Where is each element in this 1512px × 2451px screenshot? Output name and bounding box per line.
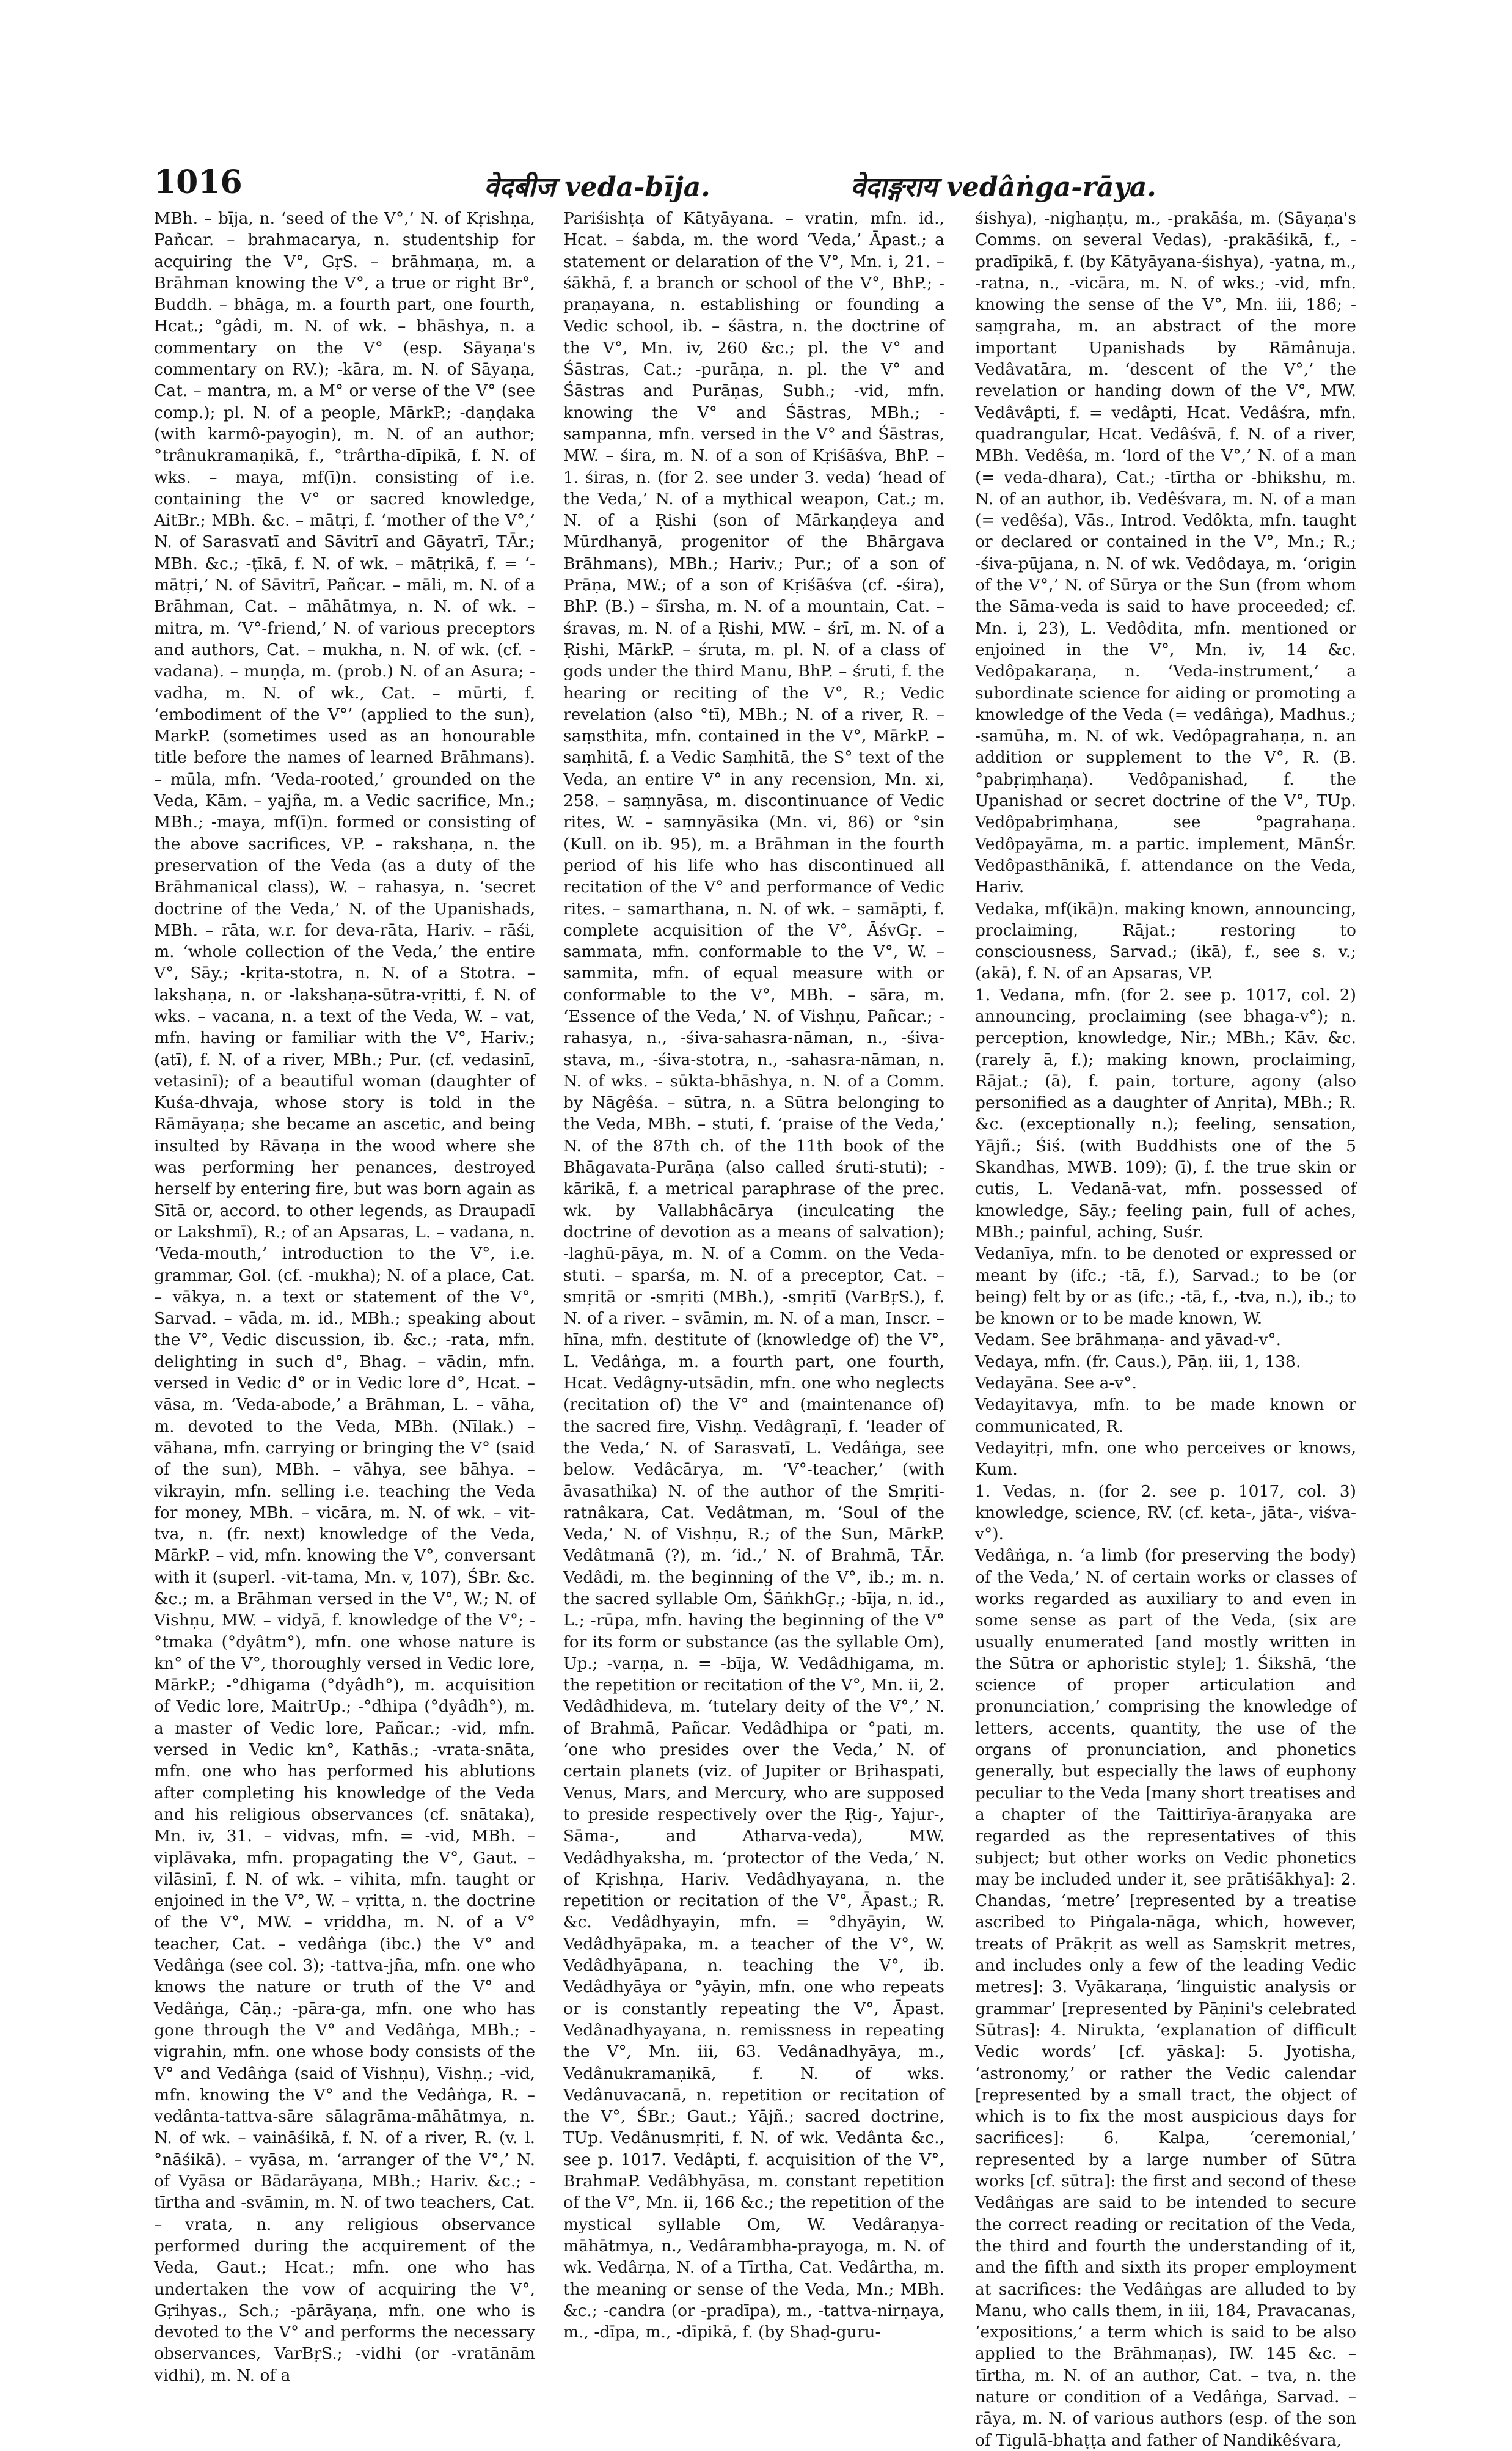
entry-paragraph: Pariśishṭa of Kātyāyana. – vratin, mfn. id., Hcat. – śabda, m. the word ‘Veda,’ Āpast.; a statement or delaration of the V°, Mn. i, 21. – śākhā, f. a branch or school of the V°, BhP.; -praṇayana, n. establishing or founding a Vedic school, ib. – śāstra, n. the doctrine of the V°, Mn. iv, 260 &c.; pl. the V° and Śāstras, Cat.; -purāṇa, n. pl. the V° and Śāstras and Purāṇas, Subh.; -vid, mfn. knowing the V° and Śāstras, MBh.; -sampanna, mfn. versed in the V° and Śāstras, MW. – śira, m. N. of a son of Kṛiśāśva, BhP. – 1. śiras, n. (for 2. see under 3. veda) ‘head of the Veda,’ N. of a mythical weapon, Cat.; m. N. of a Ṛishi (son of Mārkaṇḍeya and Mūrdhanyā, progenitor of the Bhārgava Brāhmans), MBh.; Hariv.; Pur.; of a son of Prāṇa, MW.; of a son of Kṛiśāśva (cf. -śira), BhP. (B.) – śīrsha, m. N. of a mountain, Cat. – śravas, m. N. of a Ṛishi, MW. – śrī, m. N. of a Ṛishi, MārkP. – śruta, m. pl. N. of a class of gods under the third Manu, BhP. – śruti, f. the hearing or reciting of the V°, R.; Vedic revelation (also °tī), MBh.; N. of a river, R. – saṃsthita, mfn. contained in the V°, MārkP. – saṃhitā, f. a Vedic Saṃhitā, the S° text of the Veda, an entire V° in any recension, Mn. xi, 258. – saṃnyāsa, m. discontinuance of Vedic rites, W. – saṃnyāsika (Mn. vi, 86) or °sin (Kull. on ib. 95), m. a Brāhman in the fourth period of his life who has discontinued all recitation of the V° and performance of Vedic rites. – samarthana, n. N. of wk. – samāpti, f. complete acquisition of the V°, ĀśvGṛ. – sammata, mfn. conformable to the V°, W. – sammita, mfn. of equal measure with or conformable to the V°, MBh. – sāra, m. ‘Essence of the Veda,’ N. of Vishṇu, Pañcar.; -rahasya, n., -śiva-sahasra-nāman, n., -śiva-stava, m., -śiva-stotra, n., -sahasra-nāman, n. N. of wks. – sūkta-bhāshya, n. N. of a Comm. by Nāgêśa. – sūtra, n. a Sūtra belonging to the Veda, MBh. – stuti, f. ‘praise of the Veda,’ N. of the 87th ch. of the 11th book of the Bhāgavata-Purāṇa (also called śruti-stuti); -kārikā, f. a metrical paraphrase of the prec. wk. by Vallabhâcārya (inculcating the doctrine of devotion as a means of salvation); -laghū-pāya, m. N. of a Comm. on the Veda-stuti. – sparśa, m. N. of a preceptor, Cat. – smṛitā or -smṛiti (MBh.), -smṛitī (VarBṛS.), f. N. of a river. – svāmin, m. N. of a man, Inscr. – hīna, mfn. destitute of (knowledge of) the V°, L. Vedâṅga, m. a fourth part, one fourth, Hcat. Vedâgny-utsādin, mfn. one who neglects (recitation of) the V° and (maintenance of) the sacred fire, Vishṇ. Vedâgraṇī, f. ‘leader of the Veda,’ N. of Sarasvatī, L. Vedâṅga, see below. Vedâcārya, m. ‘V°-teacher,’ (with āvasathika) N. of the author of the Smṛiti-ratnâkara, Cat. Vedâtman, m. ‘Soul of the Veda,’ N. of Vishṇu, R.; of the Sun, MārkP. Vedâtmanā (?), m. ‘id.,’ N. of Brahmā, TĀr. Vedâdi, m. the beginning of the V°, ib.; m. n. the sacred syllable Om, ŚāṅkhGṛ.; -bīja, n. id., L.; -rūpa, mfn. having the beginning of the V° for its form or substance (as the syllable Om), Up.; -varṇa, n. = -bīja, W. Vedâdhigama, m. the repetition or recitation of the V°, Mn. ii, 2. Vedâdhideva, m. ‘tutelary deity of the V°,’ N. of Brahmā, Pañcar. Vedâdhipa or °pati, m. ‘one who presides over the Veda,’ N. of certain planets (viz. of Jupiter or Bṛihaspati, Venus, Mars, and Mercury, who are supposed to preside respectively over the Ṛig-, Yajur-, Sāma-, and Atharva-veda), MW. Vedâdhyaksha, m. ‘protector of the Veda,’ N. of Kṛishṇa, Hariv. Vedâdhyayana, n. the repetition or recitation of the V°, Āpast.; R. &c. Vedâdhyayin, mfn. = °dhyāyin, W. Vedâdhyāpaka, m. a teacher of the V°, W. Vedâdhyāpana, n. teaching the V°, ib. Vedâdhyāya or °yāyin, mfn. one who repeats or is constantly repeating the V°, Āpast. Vedânadhyayana, n. remissness in repeating the V°, Mn. iii, 63. Vedânadhyāya, m., Vedânukramaṇikā, f. N. of wks. Vedânuvacanā, n. repetition or recitation of the V°, ŚBr.; Gaut.; Yājñ.; sacred doctrine, TUp. Vedânusmṛiti, f. N. of wk. Vedânta &c., see p. 1017. Vedâpti, f. acquisition of the V°, BrahmaP. Vedâbhyāsa, m. constant repetition of the V°, Mn. ii, 166 &c.; the repetition of the mystical syllable Om, W. Vedâraṇya-māhātmya, n., Vedârambha-prayoga, m. N. of wk. Vedârṇa, N. of a Tīrtha, Cat. Vedârtha, m. the meaning or sense of the Veda, Mn.; MBh. &c.; -candra (or -pradīpa), m., -tattva-nirṇaya, m., -dīpa, m., -dīpikā, f. (by Shaḍ-guru-: [563, 209, 944, 2342]
text-column-3: [975, 208, 1356, 2450]
page-number: 1016: [154, 164, 243, 201]
right-headword: वेदाङ्गराय vedâṅga-rāya.: [850, 172, 1156, 203]
entry-vedanga: Vedâṅga, n. ‘a limb (for preserving the body) of the Veda,’ N. of certain works or classes of works regarded as auxiliary to and even in some sense as part of the Veda, (six are usually enumerated [and mostly written in the Sūtra or aphoristic style]; 1. Śikshā, ‘the science of proper articulation and pronunciation,’ comprising the knowledge of letters, accents, quantity, the use of the organs of pronunciation, and phonetics generally, but especially the laws of euphony peculiar to the Veda [many short treatises and a chapter of the Taittirīya-āraṇyaka are regarded as the representatives of this subject; but other works on Vedic phonetics may be included under it, see prātiśākhya]: 2. Chandas, ‘metre’ [represented by a treatise ascribed to Piṅgala-nāga, which, however, treats of Prākṛit as well as Saṃskṛit metres, and includes only a few of the leading Vedic metres]: 3. Vyākaraṇa, ‘linguistic analysis or grammar’ [represented by Pāṇini's celebrated Sūtras]: 4. Nirukta, ‘explanation of difficult Vedic words’ [cf. yāska]: 5. Jyotisha, ‘astronomy,’ or rather the Vedic calendar [represented by a small tract, the object of which is to fix the most auspicious days for sacrifices]: 6. Kalpa, ‘ceremonial,’ represented by a large number of Sūtra works [cf. sūtra]: the first and second of these Vedâṅgas are said to be intended to secure the correct reading or recitation of the Veda, the third and fourth the understanding of it, and the fifth and sixth its proper employment at sacrifices: the Vedâṅgas are alluded to by Manu, who calls them, in iii, 184, Pravacanas, ‘expositions,’ a term which is said to be also applied to the Brāhmaṇas), IW. 145 &c. – tīrtha, m. N. of an author, Cat. – tva, n. the nature or condition of a Vedâṅga, Sarvad. – rāya, m. N. of various authors (esp. of the son of Tigulā-bhaṭṭa and father of Nandikêśvara,: [975, 1546, 1356, 2450]
entry-vedaniya: Vedanīya, mfn. to be denoted or expressed or meant by (ifc.; -tā, f.), Sarvad.; to be (or being) felt by or as (ifc.; -tā, f., -tva, n.), ib.; to be known or to be made known, W.: [975, 1244, 1356, 1328]
entry-vedana: 1. Vedana, mfn. (for 2. see p. 1017, col. 2) announcing, proclaiming (see bhaga-v°); n. perception, knowledge, Nir.; MBh.; Kāv. &c. (rarely ā, f.); making known, proclaiming, Rājat.; (ā), f. pain, torture, agony (also personified as a daughter of Anṛita), MBh.; R. &c. (exceptionally n.); feeling, sensation, Yājñ.; Śiś. (with Buddhists one of the 5 Skandhas, MWB. 109); (ī), f. the true skin or cutis, L. Vedanā-vat, mfn. possessed of knowledge, Sāy.; feeling pain, full of aches, MBh.; painful, aching, Suśr.: [975, 985, 1356, 1242]
running-header: [154, 160, 1354, 204]
entry-vedayitri: Vedayitṛi, mfn. one who perceives or knows, Kum.: [975, 1438, 1356, 1479]
left-headword: वेदबीज veda-bīja.: [484, 172, 710, 203]
text-column-2: [563, 208, 944, 2342]
entry-vedayitavya: Vedayitavya, mfn. to be made known or communicated, R.: [975, 1395, 1356, 1436]
entry-vedayana: Vedayāna. See a-v°.: [975, 1374, 1137, 1393]
entry-vedas: 1. Vedas, n. (for 2. see p. 1017, col. 3) knowledge, science, RV. (cf. keta-, jāta-, viśva-v°).: [975, 1481, 1356, 1544]
entry-vedaya: Vedaya, mfn. (fr. Caus.), Pāṇ. iii, 1, 138.: [975, 1352, 1301, 1371]
text-column-1: [154, 208, 535, 2385]
entry-paragraph: MBh. – bīja, n. ‘seed of the V°,’ N. of Kṛishṇa, Pañcar. – brahmacarya, n. studentship for acquiring the V°, GṛS. – brāhmaṇa, m. a Brāhman knowing the V°, a true or right Br°, Buddh. – bhāga, m. a fourth part, one fourth, Hcat.; °gâdi, m. N. of wk. – bhāshya, n. a commentary on the V° (esp. Sāyaṇa's commentary on RV.); -kāra, m. N. of Sāyaṇa, Cat. – mantra, m. a M° or verse of the V° (see comp.); pl. N. of a people, MārkP.; -daṇḍaka (with karmô-payogin), m. N. of an author; °trânukramaṇikā, f., °trârtha-dīpikā, f. N. of wks. – maya, mf(ī)n. consisting of i.e. containing the V° or sacred knowledge, AitBr.; MBh. &c. – mātṛi, f. ‘mother of the V°,’ N. of Sarasvatī and Sāvitrī and Gāyatrī, TĀr.; MBh. &c.; -ṭīkā, f. N. of wk. – mātṛikā, f. = ‘-mātṛi,’ N. of Sāvitrī, Pañcar. – māli, m. N. of a Brāhman, Cat. – māhātmya, n. N. of wk. – mitra, m. ‘V°-friend,’ N. of various preceptors and authors, Cat. – mukha, n. N. of wk. (cf. -vadana). – muṇḍa, m. (prob.) N. of an Asura; -vadha, m. N. of wk., Cat. – mūrti, f. ‘embodiment of the V°’ (applied to the sun), MarkP. (sometimes used as an honourable title before the names of learned Brāhmans). – mūla, mfn. ‘Veda-rooted,’ grounded on the Veda, Kām. – yajña, m. a Vedic sacrifice, Mn.; MBh.; -maya, mf(ī)n. formed or consisting of the above sacrifices, VP. – rakshaṇa, n. the preservation of the Veda (as a duty of the Brāhmanical class), W. – rahasya, n. ‘secret doctrine of the Veda,’ N. of the Upanishads, MBh. – rāta, w.r. for deva-rāta, Hariv. – rāśi, m. ‘whole collection of the Veda,’ the entire V°, Sāy.; -kṛita-stotra, n. N. of a Stotra. – lakshaṇa, n. or -lakshaṇa-sūtra-vṛitti, f. N. of wks. – vacana, n. a text of the Veda, W. – vat, mfn. having or familiar with the V°, Hariv.; (atī), f. N. of a river, MBh.; Pur. (cf. vedasinī, vetasinī); of a beautiful woman (daughter of Kuśa-dhvaja, whose story is told in the Rāmāyaṇa; she became an ascetic, and being insulted by Rāvaṇa in the wood where she was performing her penances, destroyed herself by entering fire, but was born again as Sītā or, accord. to other legends, as Draupadī or Lakshmī), R.; of an Apsaras, L. – vadana, n. ‘Veda-mouth,’ introduction to the V°, i.e. grammar, Gol. (cf. -mukha); N. of a place, Cat. – vākya, n. a text or statement of the V°, Sarvad. – vāda, m. id., MBh.; speaking about the V°, Vedic discussion, ib. &c.; -rata, mfn. delighting in such d°, Bhag. – vādin, mfn. versed in Vedic d° or in Vedic lore d°, Hcat. – vāsa, m. ‘Veda-abode,’ a Brāhman, L. – vāha, m. devoted to the Veda, MBh. (Nīlak.) – vāhana, mfn. carrying or bringing the V° (said of the sun), MBh. – vāhya, see bāhya. – vikrayin, mfn. selling i.e. teaching the Veda for money, MBh. – vicāra, m. N. of wk. – vit-tva, n. (fr. next) knowledge of the Veda, MārkP. – vid, mfn. knowing the V°, conversant with it (superl. -vit-tama, Mn. v, 107), ŚBr. &c. &c.; m. a Brāhman versed in the V°, W.; N. of Vishṇu, MW. – vidyā, f. knowledge of the V°; -°tmaka (°dyâtm°), mfn. one whose nature is kn° of the V°, thoroughly versed in Vedic lore, MārkP.; -°dhigama (°dyâdh°), m. acquisition of Vedic lore, MaitrUp.; -°dhipa (°dyâdh°), m. a master of Vedic lore, Pañcar.; -vid, mfn. versed in Vedic kn°, Kathās.; -vrata-snāta, mfn. one who has performed his ablutions after completing his knowledge of the Veda and his religious observances (cf. snātaka), Mn. iv, 31. – vidvas, mfn. = -vid, MBh. – viplāvaka, mfn. propagating the V°, Gaut. – vilāsinī, f. N. of wk. – vihita, mfn. taught or enjoined in the V°, W. – vṛitta, n. the doctrine of the V°, MW. – vṛiddha, m. N. of a V° teacher, Cat. – vedâṅga (ibc.) the V° and Vedâṅga (see col. 3); -tattva-jña, mfn. one who knows the nature or truth of the V° and Vedâṅga, Cāṇ.; -pāra-ga, mfn. one who has gone through the V° and Vedâṅga, MBh.; -vigrahin, mfn. one whose body consists of the V° and Vedâṅga (said of Vishṇu), Vishṇ.; -vid, mfn. knowing the V° and the Vedâṅga, R. – vedânta-tattva-sāre sālagrāma-māhātmya, n. N. of wk. – vaināśikā, f. N. of a river, R. (v. l. °nāśikā). – vyāsa, m. ‘arranger of the V°,’ N. of Vyāsa or Bādarāyaṇa, MBh.; Hariv. &c.; -tīrtha and -svāmin, m. N. of two teachers, Cat. – vrata, n. any religious observance performed during the acquirement of the Veda, Gaut.; Hcat.; mfn. one who has undertaken the vow of acquiring the V°, Gṛihyas., Sch.; -pārāyaṇa, mfn. one who is devoted to the V° and performs the necessary observances, VarBṛS.; -vidhi (or -vratānām vidhi), m. N. of a: [154, 209, 535, 2385]
entry-vedam: Vedam. See brāhmaṇa- and yāvad-v°.: [975, 1330, 1282, 1350]
entry-vedaka: Vedaka, mf(ikā)n. making known, announcing, proclaiming, Rājat.; restoring to consciousness, Sarvad.; (ikā), f., see s. v.; (akā), f. N. of an Apsaras, VP.: [975, 899, 1356, 983]
entry-paragraph: śishya), -nighaṇṭu, m., -prakāśa, m. (Sāyaṇa's Comms. on several Vedas), -prakāśikā, f., -pradīpikā, f. (by Kātyāyana-śishya), -yatna, m., -ratna, n., -vicāra, m. N. of wks.; -vid, mfn. knowing the sense of the V°, Mn. iii, 186; -saṃgraha, m. an abstract of the more important Upanishads by Rāmânuja. Vedâvatāra, m. ‘descent of the V°,’ the revelation or handing down of the V°, MW. Vedâvâpti, f. = vedâpti, Hcat. Vedâśra, mfn. quadrangular, Hcat. Vedâśvā, f. N. of a river, MBh. Vedêśa, m. ‘lord of the V°,’ N. of a man (= veda-dhara), Cat.; -tīrtha or -bhikshu, m. N. of an author, ib. Vedêśvara, m. N. of a man (= vedêśa), Vās., Introd. Vedôkta, mfn. taught or declared or contained in the V°, Mn.; R.; -śiva-pūjana, n. N. of wk. Vedôdaya, m. ‘origin of the V°,’ N. of Sūrya or the Sun (from whom the Sāma-veda is said to have proceeded; cf. Mn. i, 23), L. Vedôdita, mfn. mentioned or enjoined in the V°, Mn. iv, 14 &c. Vedôpakaraṇa, n. ‘Veda-instrument,’ a subordinate science for aiding or promoting a knowledge of the Veda (= vedâṅga), Madhus.; -samūha, m. N. of wk. Vedôpagrahaṇa, n. an addition or supplement to the V°, R. (B. °pabṛiṃhaṇa). Vedôpanishad, f. the Upanishad or secret doctrine of the V°, TUp. Vedôpabṛiṃhaṇa, see °pagrahaṇa. Vedôpayāma, m. a partic. implement, MānŚr. Vedôpasthānikā, f. attendance on the Veda, Hariv.: [975, 209, 1356, 897]
